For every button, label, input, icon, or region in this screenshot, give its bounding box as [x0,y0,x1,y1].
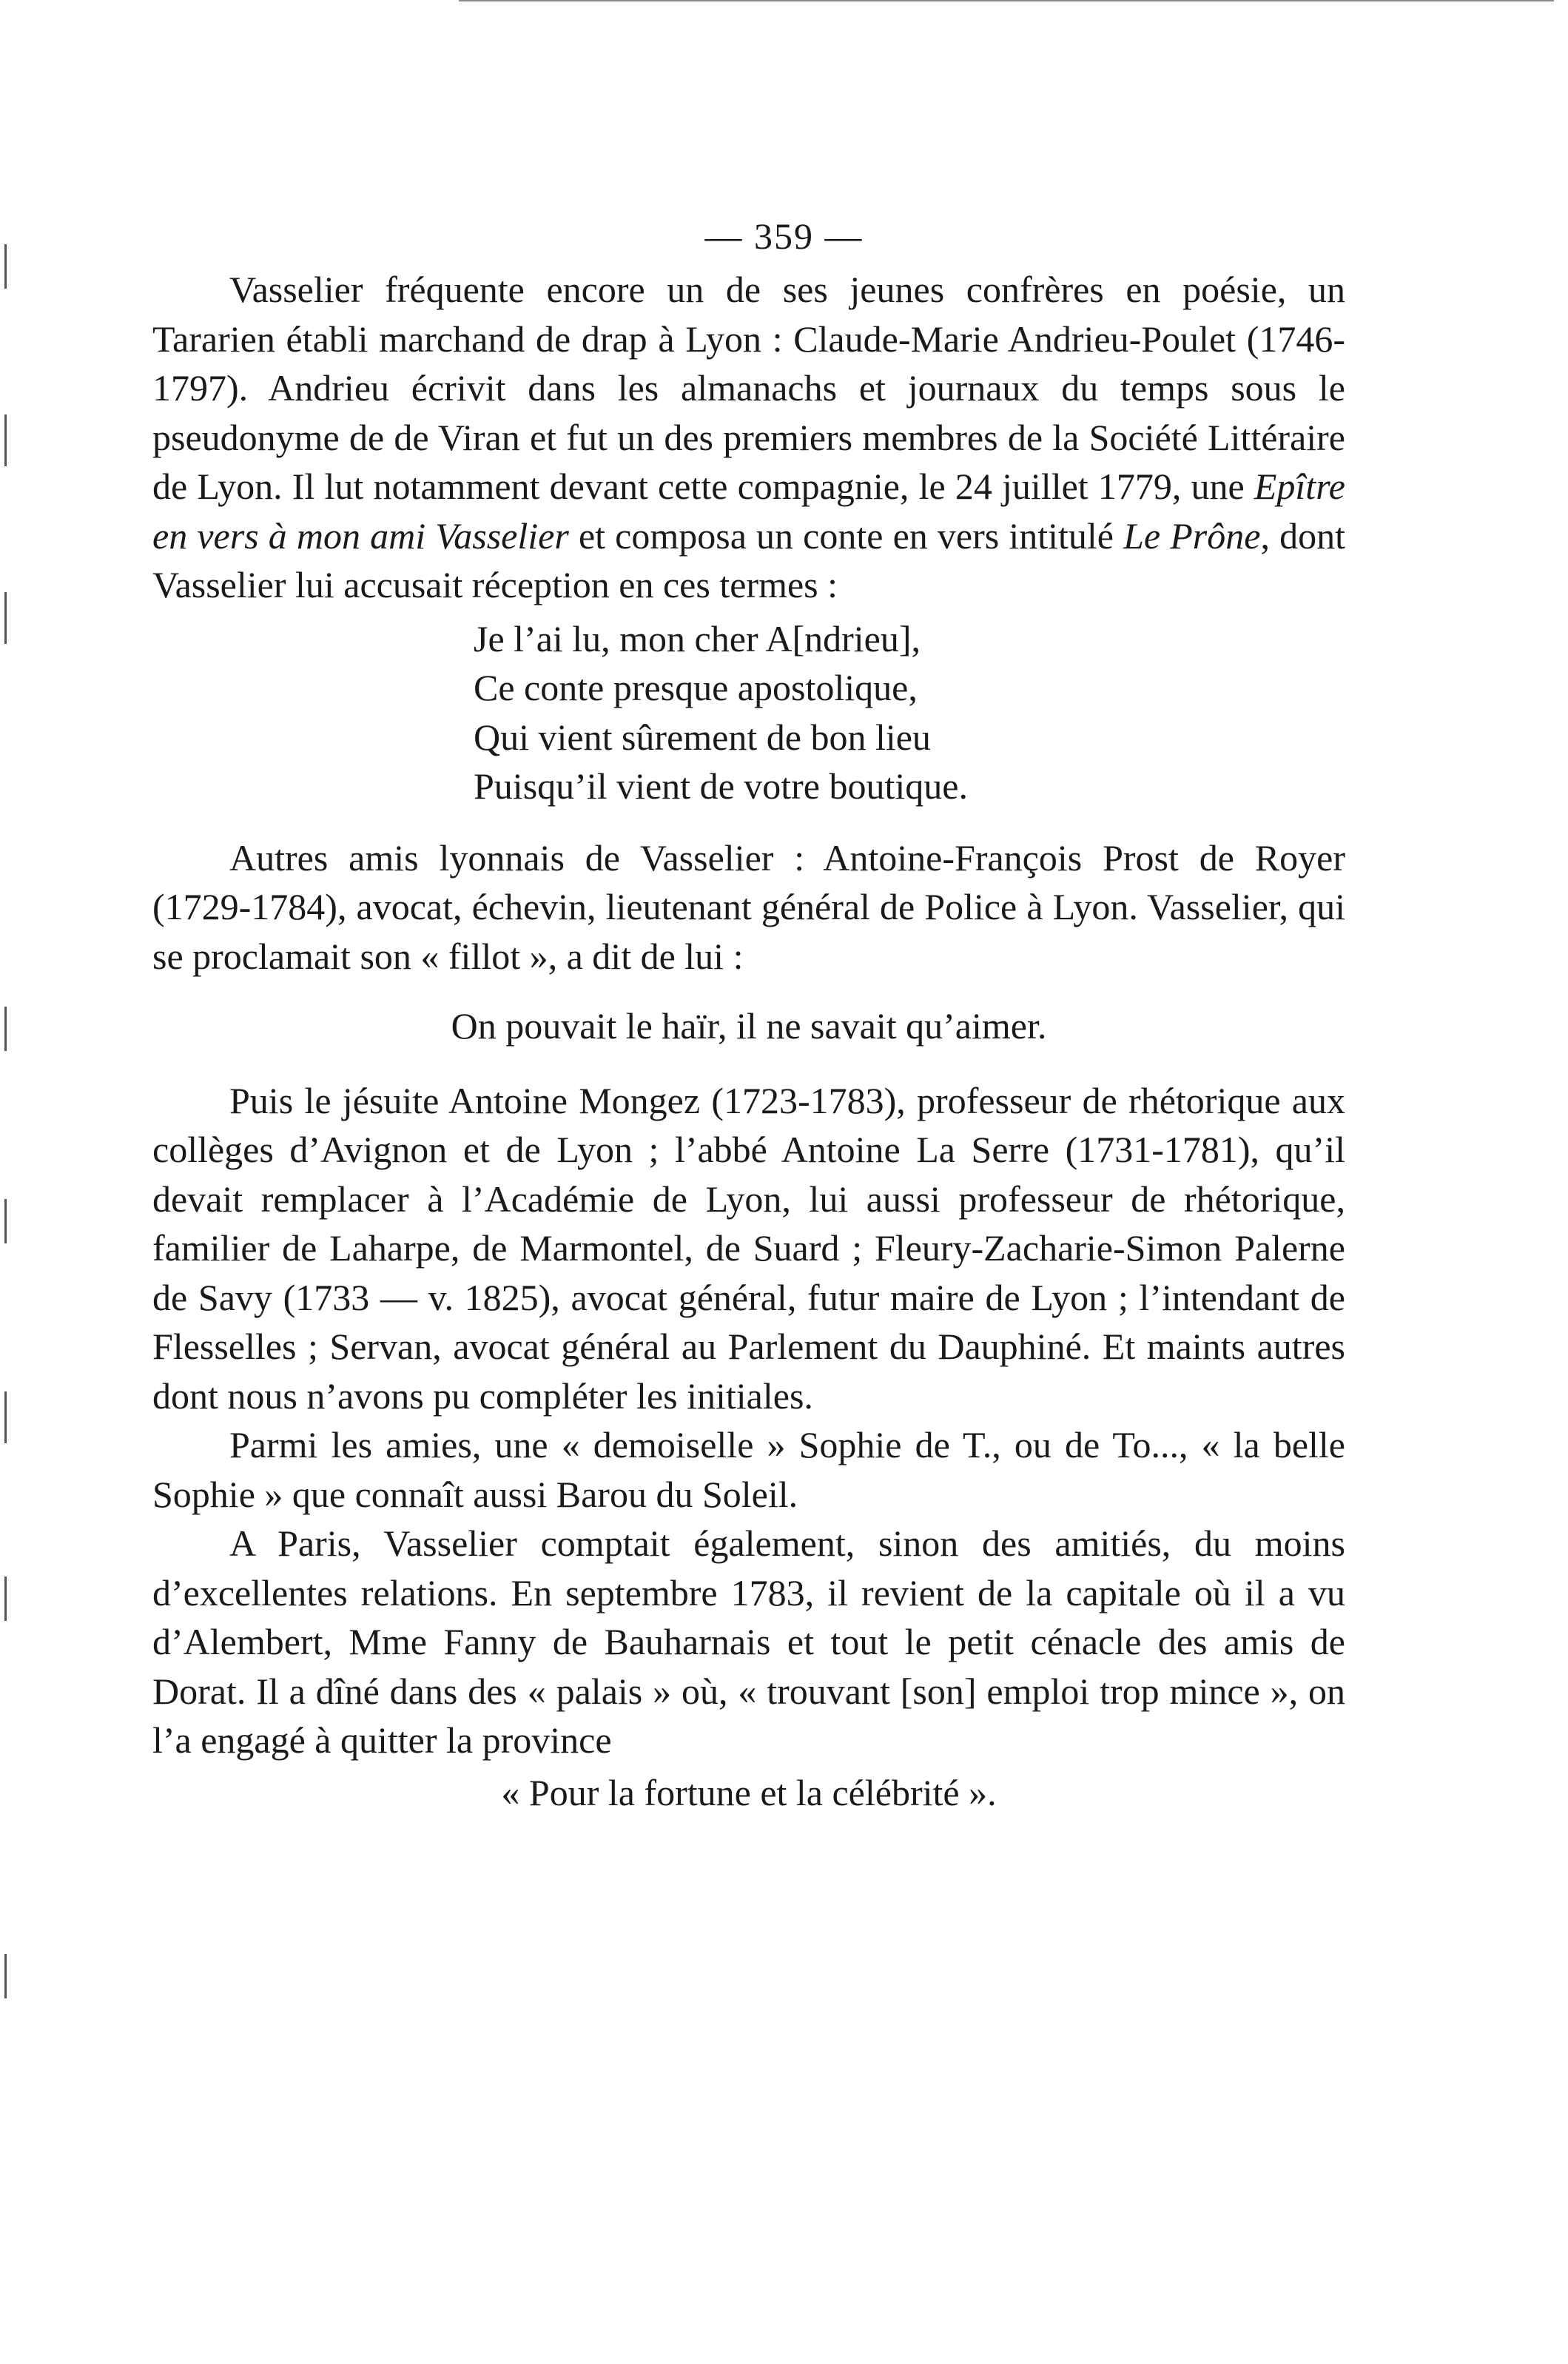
scan-edge-rule [459,0,1554,1]
body-text [152,265,1345,1842]
scan-margin-mark [4,1199,7,1243]
paragraph-paris: A Paris, Vasselier comptait également, sinon des amitiés, du moins d’excellentes relations. En septembre 1783, il revient de la capitale où il a vu d’Alembert, Mme Fanny de Bauharnais et tout le petit cénacle des amis de Dorat. Il a dîné dans des « palais » où, « trouvant [son] emploi trop mince », on l’a engagé à quitter la province [152,1522,1345,1761]
scan-margin-mark [4,1391,7,1443]
verse-line: Qui vient sûrement de bon lieu [474,716,931,758]
paragraph-prost-de-royer: Autres amis lyonnais de Vasselier : Antoine-François Prost de Royer (1729-1784), avocat, échevin, lieutenant général de Police à Lyon. Vasselier, qui se proclamait son « fillot », a dit de lui : [152,836,1345,977]
verse-line: Puisqu’il vient de votre boutique. [474,765,968,807]
work-title: Epître en vers à mon ami Vasselier [152,466,1345,557]
verse-quotation [474,614,1345,811]
scan-margin-mark [4,1954,7,1998]
scan-margin-mark [4,1576,7,1621]
verse-line: Je l’ai lu, mon cher A[ndrieu], [474,617,921,659]
paragraph-text: , dont Vasselier lui accusait réception en ces termes : [152,514,1345,605]
work-title: Le Prône [1123,514,1261,557]
paragraph-text: et composa un conte en vers intitulé [568,514,1124,557]
scan-margin-mark [4,1007,7,1051]
page-number: — 359 — [704,215,864,257]
paragraph-andrieu [152,265,1345,610]
scan-margin-mark [4,414,7,466]
verse-line: Ce conte presque apostolique, [474,667,918,708]
scan-margin-mark [4,592,7,644]
paragraph-mongez: Puis le jésuite Antoine Mongez (1723-1783), professeur de rhétorique aux collèges d’Avignon et de Lyon ; l’abbé Antoine La Serre (1731-1781), qu’il devait remplacer à l’Académie de Lyon, lui aussi professeur de rhétorique, familier de Laharpe, de Marmontel, de Suard ; Fleury-Zacharie-Simon Palerne de Savy (1733 — v. 1825), avocat général, futur maire de Lyon ; l’intendant de Flesselles ; Servan, avocat général au Parlement du Dauphiné. Et maints autres dont nous n’avons pu compléter les initiales. [152,1079,1345,1417]
paragraph-text: Vasselier fréquente encore un de ses jeunes confrères en poésie, un Tararien établi marchand de drap à Lyon : Claude-Marie Andrieu-Poulet (1746-1797). Andrieu écrivit dans les almanachs et journaux du temps sous le pseudonyme de de Viran et fut un des premiers membres de la Société Littéraire de Lyon. Il lut notamment devant cette compagnie, le 24 juillet 1779, une [152,269,1345,507]
paragraph-sophie: Parmi les amies, une « demoiselle » Sophie de T., ou de To..., « la belle Sophie » que connaît aussi Barou du Soleil. [152,1424,1345,1515]
quoted-line: On pouvait le haïr, il ne savait qu’aimer. [451,1005,1047,1047]
quoted-line-fortune: « Pour la fortune et la célébrité ». [501,1771,997,1813]
